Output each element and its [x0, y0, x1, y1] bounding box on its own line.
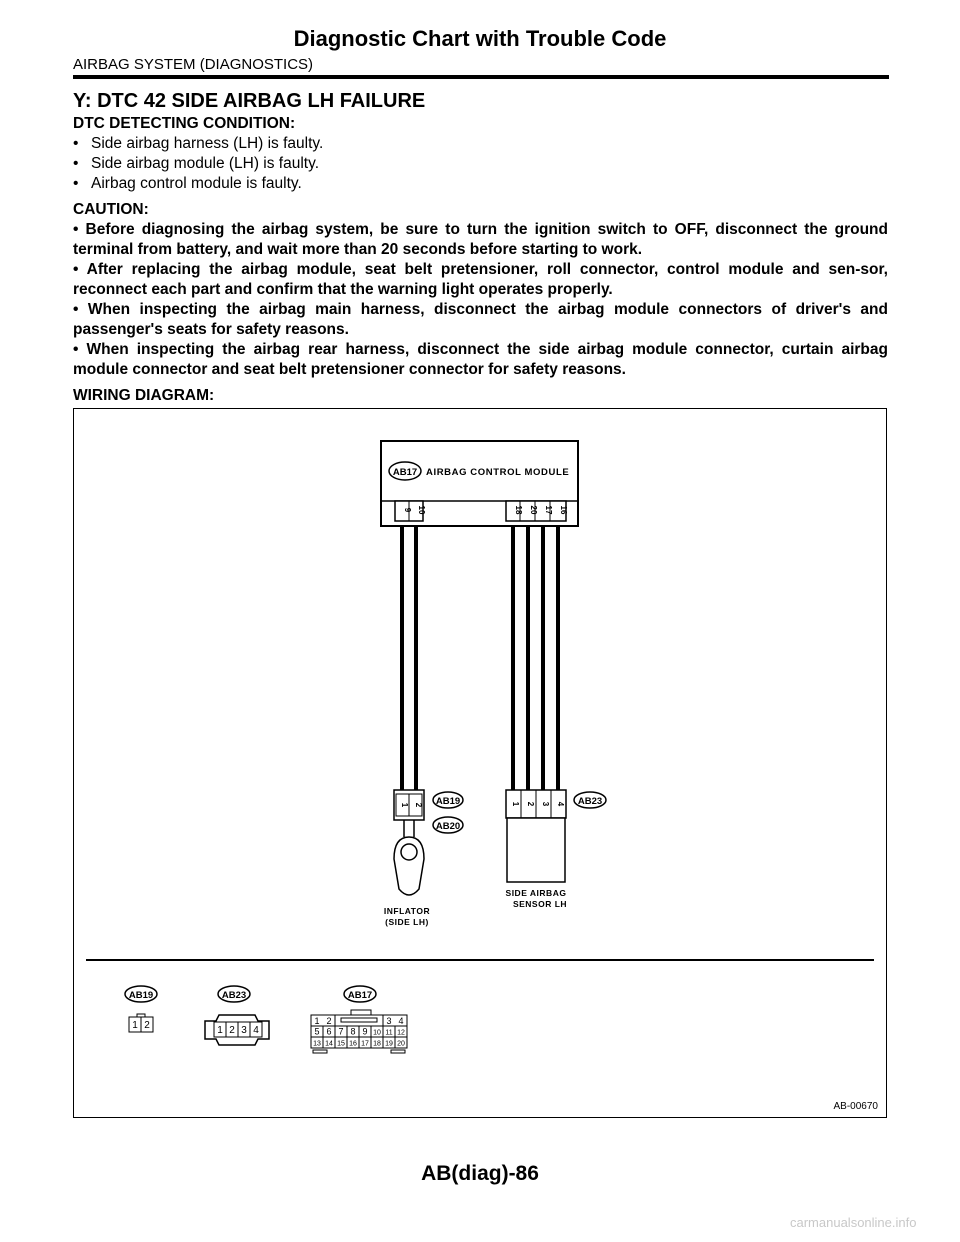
sensor-body [507, 818, 565, 882]
ab17-pin: 3 [386, 1016, 392, 1026]
sensor-pin-2: 2 [526, 801, 535, 807]
sensor-pin-3: 3 [541, 801, 550, 807]
caution-list [73, 220, 888, 380]
tag-ab19: AB19 [435, 796, 461, 807]
sensor-label-line1: SIDE AIRBAG [505, 888, 567, 898]
ab17-pin: 19 [385, 1040, 393, 1048]
caution-item: • When inspecting the airbag main harness, disconnect the airbag module connectors of driver's and passenger's seats for safety reasons. [73, 301, 888, 338]
legend-ab19-tag: AB19 [128, 990, 154, 1001]
ab17-pin: 18 [373, 1040, 381, 1048]
ab17-pin: 7 [338, 1026, 344, 1037]
inflator-pin-1: 1 [400, 802, 409, 808]
caution-block [73, 200, 888, 380]
wiring-heading: WIRING DIAGRAM: [73, 387, 215, 404]
page-number: AB(diag)-86 [421, 1162, 539, 1185]
ab17-pin: 20 [397, 1040, 405, 1048]
module-pin-16: 16 [559, 505, 568, 515]
ab17-pin: 17 [361, 1040, 369, 1048]
ab17-pin: 14 [325, 1040, 333, 1048]
ab17-pin: 12 [397, 1029, 405, 1037]
dtc-list [73, 134, 888, 194]
ab17-pin: 8 [350, 1026, 356, 1037]
caution-item: • After replacing the airbag module, seat belt pretensioner, roll connector, control module and sen-sor, reconnect each part and confirm that the warning light operates properly. [73, 261, 888, 298]
ab17-latch [313, 1050, 327, 1053]
ab17-pin: 15 [337, 1040, 345, 1048]
inflator-hole [401, 844, 417, 860]
ab17-key-slot [341, 1018, 377, 1022]
ab17-pin: 10 [373, 1029, 381, 1037]
tag-ab17: AB17 [392, 467, 418, 478]
module-pin-20: 20 [529, 505, 538, 515]
section-title: Y: DTC 42 SIDE AIRBAG LH FAILURE [73, 90, 426, 112]
wiring-diagram-svg [74, 409, 886, 1117]
module-pin-17: 17 [544, 505, 553, 515]
inflator-label-line2: (SIDE LH) [385, 917, 429, 927]
tag-ab20: AB20 [435, 821, 461, 832]
legend-ab17-face [311, 1010, 407, 1053]
ab17-pin: 16 [349, 1040, 357, 1048]
module-pin-18: 18 [514, 505, 523, 515]
dtc-item: • Airbag control module is faulty. [73, 174, 888, 194]
ab17-pin: 9 [362, 1026, 368, 1037]
ab17-pin: 4 [398, 1016, 404, 1026]
sensor-pin-4: 4 [556, 801, 565, 807]
ab17-pin: 2 [326, 1016, 332, 1026]
ab17-pin: 6 [326, 1026, 332, 1037]
inflator-label-line1: INFLATOR [383, 906, 431, 916]
legend-ab19-key [137, 1014, 145, 1017]
page-header-title: Diagnostic Chart with Trouble Code [293, 26, 667, 51]
legend-ab17-tag: AB17 [347, 990, 373, 1001]
legend-ab23-tag: AB23 [221, 990, 247, 1001]
watermark: carmanualsonline.info [790, 1215, 917, 1230]
inflator-pin-2: 2 [414, 802, 423, 808]
figure-id: AB-00670 [833, 1101, 878, 1112]
ab17-pin: 13 [313, 1040, 321, 1048]
page-header-subtitle: AIRBAG SYSTEM (DIAGNOSTICS) [73, 56, 314, 73]
legend-ab23-pin-4: 4 [253, 1025, 259, 1036]
legend-ab19-pin-1: 1 [132, 1020, 138, 1031]
ab17-pin: 11 [385, 1029, 393, 1037]
legend-ab23-pin-3: 3 [241, 1025, 247, 1036]
ab17-pin: 5 [314, 1026, 320, 1037]
caution-heading: CAUTION: [73, 201, 149, 218]
wiring-diagram [73, 408, 887, 1118]
ab17-latch [391, 1050, 405, 1053]
dtc-heading: DTC DETECTING CONDITION: [73, 115, 296, 132]
header-rule [73, 75, 889, 79]
dtc-condition-block [73, 114, 888, 194]
tag-ab23: AB23 [577, 796, 603, 807]
sensor-label-line2: SENSOR LH [512, 899, 568, 909]
legend-ab23-pin-1: 1 [217, 1025, 223, 1036]
module-pin-9: 9 [403, 507, 412, 513]
module-pin-10: 10 [417, 505, 426, 515]
dtc-item: • Side airbag harness (LH) is faulty. [73, 134, 888, 154]
caution-item: • When inspecting the airbag rear harness, disconnect the side airbag module connector, curtain airbag module connector and seat belt pretensioner connector for safety reasons. [73, 341, 888, 378]
caution-item: • Before diagnosing the airbag system, be sure to turn the ignition switch to OFF, disconnect the ground terminal from battery, and wait more than 20 seconds before starting to work. [73, 221, 888, 258]
legend-ab23-pin-2: 2 [229, 1025, 235, 1036]
sensor-pin-1: 1 [511, 801, 520, 807]
ab17-pin: 1 [314, 1016, 320, 1026]
dtc-item: • Side airbag module (LH) is faulty. [73, 154, 888, 174]
ab17-top-tab [351, 1010, 371, 1015]
module-label: AIRBAG CONTROL MODULE [426, 467, 570, 478]
legend-ab19-pin-2: 2 [144, 1020, 150, 1031]
